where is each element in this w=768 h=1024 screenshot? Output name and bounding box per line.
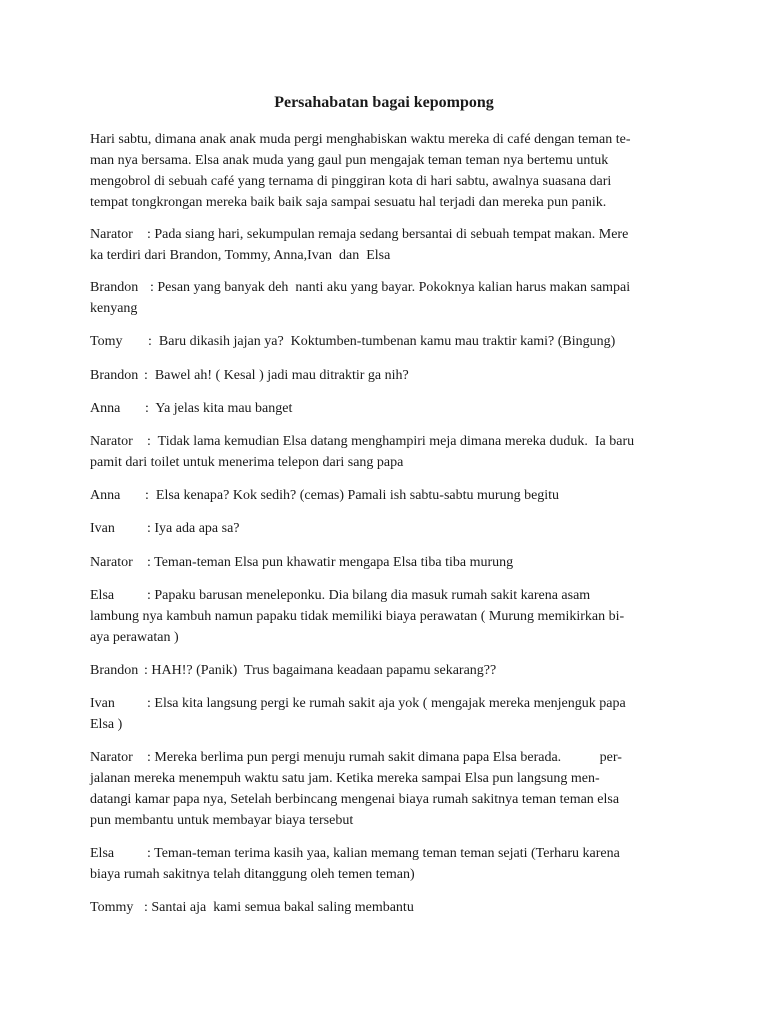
dialogue-text: pun membantu untuk membayar biaya tersebut <box>90 813 354 828</box>
dialogue-text: pamit dari toilet untuk menerima telepon dari sang papa <box>90 455 404 470</box>
speaker-name: Elsa <box>90 846 115 861</box>
speaker-name: Ivan <box>90 521 115 536</box>
speaker-name: Narator <box>90 227 133 242</box>
dialogue-entry <box>90 518 675 539</box>
dialogue-text: : HAH!? (Panik) Trus bagaimana keadaan papamu sekarang?? <box>144 663 497 678</box>
dialogue-text: : Ya jelas kita mau banget <box>145 401 293 416</box>
dialogue-entry <box>90 431 675 473</box>
dialogue-entry <box>90 843 675 885</box>
dialogue-text: ka terdiri dari Brandon, Tommy, Anna,Ivan dan Elsa <box>90 248 391 263</box>
speaker-name: Narator <box>90 555 133 570</box>
dialogue-entry <box>90 897 675 918</box>
speaker-name: Narator <box>90 750 133 765</box>
intro-line: man nya bersama. Elsa anak muda yang gaul pun mengajak teman teman nya bertemu untuk <box>90 153 609 168</box>
dialogue-text: aya perawatan ) <box>90 630 179 645</box>
speaker-name: Brandon <box>90 280 139 295</box>
dialogue-entry <box>90 485 675 506</box>
speaker-name: Narator <box>90 434 133 449</box>
dialogue-text: : Bawel ah! ( Kesal ) jadi mau ditraktir ga nih? <box>144 368 409 383</box>
speaker-name: Anna <box>90 488 121 503</box>
dialogue-entry <box>90 224 675 266</box>
dialogue-text: : Baru dikasih jajan ya? Koktumben-tumbenan kamu mau traktir kami? (Bingung) <box>148 334 616 349</box>
dialogue-text: datangi kamar papa nya, Setelah berbincang mengenai biaya rumah sakitnya teman teman elsa <box>90 792 620 807</box>
dialogue-text: biaya rumah sakitnya telah ditanggung oleh temen teman) <box>90 867 415 882</box>
speaker-name: Tommy <box>90 900 134 915</box>
dialogue-text: : Santai aja kami semua bakal saling membantu <box>144 900 414 915</box>
dialogue-text: : Elsa kita langsung pergi ke rumah sakit aja yok ( mengajak mereka menjenguk papa <box>147 696 626 711</box>
speaker-name: Anna <box>90 401 121 416</box>
dialogue-entry <box>90 747 675 831</box>
dialogue-entry <box>90 693 675 735</box>
intro-line: Hari sabtu, dimana anak anak muda pergi menghabiskan waktu mereka di café dengan teman te- <box>90 132 631 147</box>
dialogue-entry <box>90 331 675 352</box>
dialogue-text: : Tidak lama kemudian Elsa datang menghampiri meja dimana mereka duduk. Ia baru <box>147 434 635 449</box>
dialogue-text: jalanan mereka menempuh waktu satu jam. Ketika mereka sampai Elsa pun langsung men- <box>90 771 600 786</box>
dialogue-text: : Pesan yang banyak deh nanti aku yang bayar. Pokoknya kalian harus makan sampai <box>150 280 631 295</box>
speaker-name: Ivan <box>90 696 115 711</box>
dialogue-text: Elsa ) <box>90 717 123 732</box>
dialogue-entry <box>90 277 675 319</box>
speaker-name: Brandon <box>90 663 139 678</box>
document-title: Persahabatan bagai kepompong <box>274 94 494 111</box>
dialogue-text: : Pada siang hari, sekumpulan remaja sedang bersantai di sebuah tempat makan. Mere <box>147 227 629 242</box>
dialogue-entry <box>90 585 675 648</box>
dialogue-entry <box>90 552 675 573</box>
speaker-name: Tomy <box>90 334 123 349</box>
dialogue-entry <box>90 365 675 386</box>
dialogue-text: : Elsa kenapa? Kok sedih? (cemas) Pamali ish sabtu-sabtu murung begitu <box>145 488 560 503</box>
intro-line: mengobrol di sebuah café yang ternama di pinggiran kota di hari sabtu, awalnya suasana dari <box>90 174 612 189</box>
dialogue-text: : Papaku barusan meneleponku. Dia bilang dia masuk rumah sakit karena asam <box>147 588 591 603</box>
dialogue-text: : Iya ada apa sa? <box>147 521 240 536</box>
dialogue-text: : Mereka berlima pun pergi menuju rumah sakit dimana papa Elsa berada. per- <box>147 750 622 765</box>
speaker-name: Elsa <box>90 588 115 603</box>
dialogue-text: kenyang <box>90 301 138 316</box>
speaker-name: Brandon <box>90 368 139 383</box>
dialogue-entry <box>90 398 675 419</box>
intro-paragraph <box>90 129 675 213</box>
dialogue-text: : Teman-teman terima kasih yaa, kalian memang teman teman sejati (Terharu karena <box>147 846 620 861</box>
intro-line: tempat tongkrongan mereka baik baik saja sampai sesuatu hal terjadi dan mereka pun panik. <box>90 195 607 210</box>
dialogue-text: : Teman-teman Elsa pun khawatir mengapa Elsa tiba tiba murung <box>147 555 514 570</box>
dialogue-text: lambung nya kambuh namun papaku tidak memiliki biaya perawatan ( Murung memikirkan bi- <box>90 609 625 624</box>
dialogue-entry <box>90 660 675 681</box>
